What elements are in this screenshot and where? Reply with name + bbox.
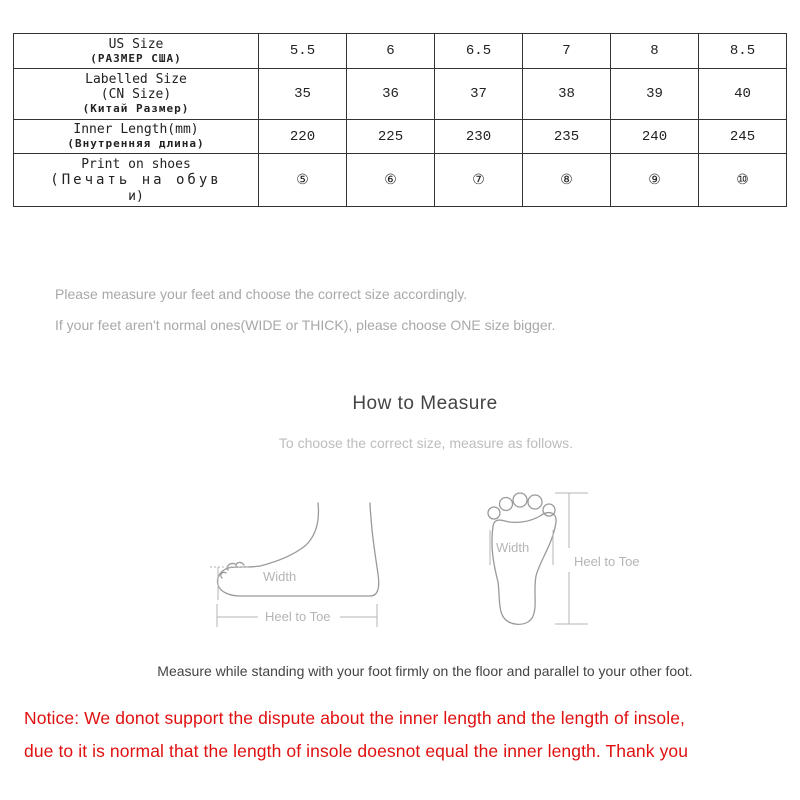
notice-line-2: due to it is normal that the length of insole doesnot equal the inner length. Thank you	[24, 741, 689, 761]
sole-foot-icon	[488, 493, 556, 624]
table-cell: 230	[435, 120, 523, 154]
table-cell: 8	[611, 34, 699, 69]
how-to-measure-title: How to Measure	[352, 393, 498, 414]
measure-instruction: Measure while standing with your foot firmly on the floor and parallel to your other foot.	[157, 663, 693, 679]
table-cell: ⑩	[699, 154, 787, 207]
table-cell: 220	[259, 120, 347, 154]
table-cell: 36	[347, 69, 435, 120]
table-cell: ⑤	[259, 154, 347, 207]
table-cell: 235	[523, 120, 611, 154]
row-header-line: и)	[128, 188, 144, 204]
how-to-measure-subtitle: To choose the correct size, measure as follows.	[278, 435, 574, 451]
table-cell: 6	[347, 34, 435, 69]
row-header-subline: (РАЗМЕР США)	[90, 51, 182, 65]
row-header-line: Print on shoes	[81, 156, 191, 172]
row-header-subline: (Печать на обув	[50, 171, 222, 188]
table-cell: 7	[523, 34, 611, 69]
row-header-subline: (Внутренняя длина)	[67, 137, 205, 150]
row-header-line: (CN Size)	[100, 87, 172, 102]
table-cell: ⑥	[347, 154, 435, 207]
table-cell: ⑦	[435, 154, 523, 207]
table-cell: 40	[699, 69, 787, 120]
side-foot-icon	[217, 503, 378, 596]
table-cell: 35	[259, 69, 347, 120]
table-cell: 225	[347, 120, 435, 154]
table-cell: ⑨	[611, 154, 699, 207]
table-cell: 38	[523, 69, 611, 120]
table-cell: ⑧	[523, 154, 611, 207]
side-width-label: Width	[263, 569, 297, 584]
table-cell: 5.5	[259, 34, 347, 69]
side-length-label: Heel to Toe	[265, 609, 331, 624]
table-cell: 37	[435, 69, 523, 120]
table-cell: 8.5	[699, 34, 787, 69]
row-header-line: Inner Length(mm)	[73, 122, 199, 137]
notice-line-1: Notice: We donot support the dispute about the inner length and the length of insole,	[24, 708, 685, 728]
size-note-2: If your feet aren't normal ones(WIDE or THICK), please choose ONE size bigger.	[55, 317, 556, 333]
sole-width-label: Width	[496, 540, 530, 555]
table-cell: 240	[611, 120, 699, 154]
sole-length-label: Heel to Toe	[574, 554, 640, 569]
table-cell: 245	[699, 120, 787, 154]
table-cell: 6.5	[435, 34, 523, 69]
row-header-line: Labelled Size	[85, 72, 187, 87]
table-cell: 39	[611, 69, 699, 120]
row-header-subline: (Китай Размер)	[82, 102, 190, 115]
row-header-line: US Size	[108, 36, 164, 52]
size-note-1: Please measure your feet and choose the correct size accordingly.	[55, 286, 468, 302]
